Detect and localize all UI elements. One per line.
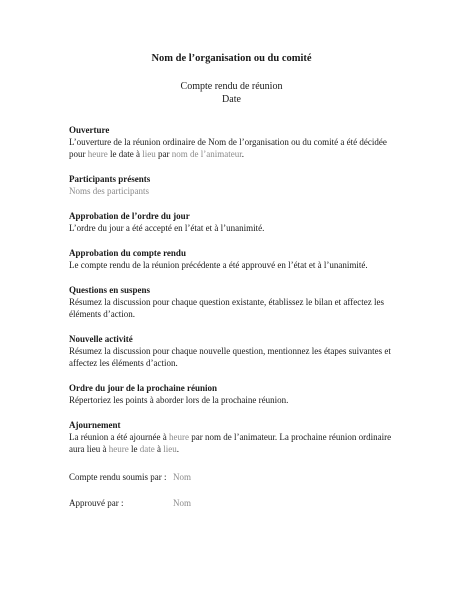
section-prochaine-reunion [69, 383, 394, 406]
placeholder-heure: heure [108, 444, 129, 454]
placeholder-lieu: lieu [163, 444, 177, 454]
section-heading: Approbation de l’ordre du jour [69, 211, 190, 221]
section-heading: Nouvelle activité [69, 334, 133, 344]
section-nouvelle-activite [69, 334, 394, 369]
placeholder-heure: heure [168, 432, 189, 442]
body-text: La réunion a été ajournée à [69, 432, 169, 442]
placeholder-date: date [139, 444, 155, 454]
body-text: par [155, 149, 172, 159]
placeholder-heure: heure [87, 149, 108, 159]
body-text: le date à [107, 149, 143, 159]
document-title: Compte rendu de réunion [180, 81, 283, 92]
section-ajournement [69, 420, 394, 455]
section-questions-en-suspens [69, 285, 394, 320]
sections [69, 125, 394, 455]
submitted-by-label: Compte rendu soumis par : [69, 472, 167, 482]
section-heading: Approbation du compte rendu [69, 248, 186, 258]
section-body: Résumez la discussion pour chaque question existante, établissez le bilan et affectez les éléments d’action. [69, 297, 384, 319]
placeholder-participants: Noms des participants [69, 186, 149, 196]
placeholder-lieu: lieu [142, 149, 156, 159]
section-heading: Questions en suspens [69, 285, 151, 295]
section-compte-rendu [69, 248, 394, 271]
placeholder-animateur: nom de l’animateur [171, 149, 242, 159]
meeting-date: Date [222, 94, 241, 105]
section-heading: Ouverture [69, 125, 110, 135]
body-text: . [241, 149, 244, 159]
body-text: le [128, 444, 140, 454]
section-heading: Ordre du jour de la prochaine réunion [69, 383, 218, 393]
section-participants [69, 174, 394, 197]
submitted-by-row [69, 471, 394, 483]
body-text: L’ouverture de la réunion ordinaire de Nom de l’organisation ou du comité a été décidée pour [69, 137, 387, 159]
organization-title: Nom de l’organisation ou du comité [151, 53, 312, 64]
section-body: Répertoriez les points à aborder lors de la prochaine réunion. [69, 395, 289, 405]
section-ouverture [69, 125, 394, 160]
section-heading: Ajournement [69, 420, 121, 430]
section-body [69, 136, 394, 160]
submitted-by-name: Nom [173, 472, 191, 482]
section-body: Le compte rendu de la réunion précédente a été approuvé en l’état et à l’unanimité. [69, 260, 368, 270]
section-heading: Participants présents [69, 174, 151, 184]
approved-by-label: Approuvé par : [69, 498, 124, 508]
body-text: à [154, 444, 164, 454]
body-text: par nom de l’animateur. La prochaine réunion ordinaire aura lieu à [69, 432, 392, 454]
document-subtitle [69, 80, 394, 106]
section-body: L’ordre du jour a été accepté en l’état et à l’unanimité. [69, 223, 265, 233]
body-text: . [176, 444, 179, 454]
approved-by-row [69, 497, 394, 509]
section-body: Résumez la discussion pour chaque nouvelle question, mentionnez les étapes suivantes et affectez les éléments d’action. [69, 346, 391, 368]
section-body [69, 431, 394, 455]
approved-by-name: Nom [173, 498, 191, 508]
section-ordre-du-jour [69, 211, 394, 234]
